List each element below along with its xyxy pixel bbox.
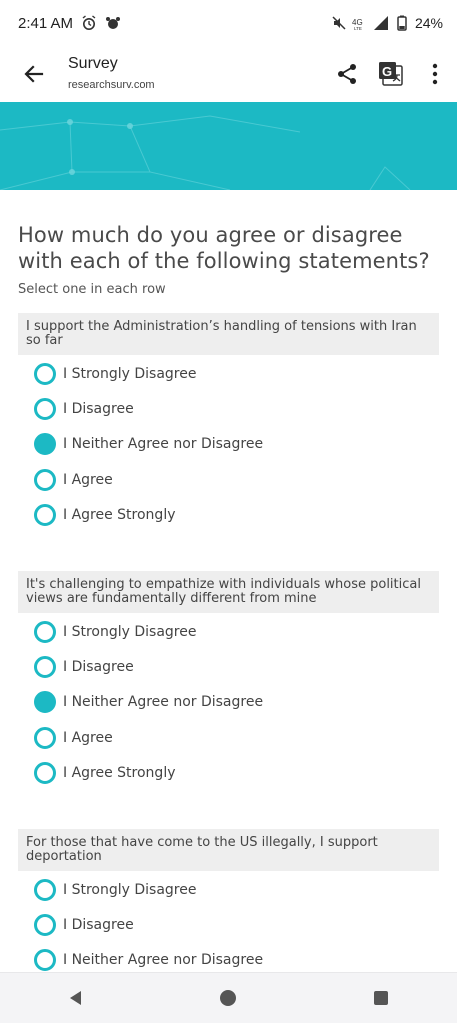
radio-option[interactable] — [18, 391, 439, 426]
statement-text: For those that have come to the US illegally, I support deportation — [18, 829, 439, 871]
radio-option-label: I Neither Agree nor Disagree — [63, 694, 264, 711]
radio-option-label: I Disagree — [63, 659, 134, 676]
status-bar — [0, 0, 457, 46]
question-title: How much do you agree or disagree with each of the following statements? — [18, 223, 430, 273]
radio-button[interactable] — [34, 469, 56, 491]
nav-recents-button[interactable] — [351, 978, 411, 1018]
radio-option[interactable] — [18, 498, 439, 533]
radio-button-checked[interactable] — [34, 433, 56, 455]
radio-button-checked[interactable] — [34, 691, 56, 713]
instructions: Select one in each row — [18, 282, 166, 297]
radio-button[interactable] — [34, 656, 56, 678]
radio-button[interactable] — [34, 727, 56, 749]
recents-square-icon — [372, 989, 390, 1007]
radio-option-label: I Strongly Disagree — [63, 881, 197, 898]
mute-icon — [331, 15, 347, 31]
hero-banner — [0, 102, 457, 190]
statement-block — [18, 313, 439, 533]
radio-option-label: I Agree Strongly — [63, 765, 176, 782]
status-time: 2:41 AM — [18, 14, 74, 32]
battery-icon — [394, 15, 410, 31]
title-block — [68, 54, 155, 94]
statements-list — [18, 313, 439, 978]
translate-button[interactable] — [369, 52, 413, 96]
statement-text: It's challenging to empathize with individuals whose political views are fundamentally different from mine — [18, 571, 439, 613]
back-arrow-icon — [23, 63, 45, 85]
status-left — [18, 15, 121, 32]
radio-option[interactable] — [18, 756, 439, 791]
back-triangle-icon — [67, 989, 85, 1007]
page-title: Survey — [68, 55, 118, 72]
radio-option-label: I Neither Agree nor Disagree — [63, 952, 264, 969]
svg-text:LTE: LTE — [353, 26, 362, 31]
signal-icon — [373, 15, 389, 31]
radio-option[interactable] — [18, 649, 439, 684]
svg-text:4G: 4G — [351, 18, 363, 27]
radio-option[interactable] — [18, 720, 439, 755]
radio-option[interactable] — [18, 685, 439, 720]
statement-block — [18, 829, 439, 978]
radio-button[interactable] — [34, 914, 56, 936]
translate-icon — [378, 61, 404, 87]
nav-home-button[interactable] — [198, 978, 258, 1018]
radio-option-label: I Agree Strongly — [63, 507, 176, 524]
radio-option-label: I Neither Agree nor Disagree — [63, 436, 264, 453]
radio-option[interactable] — [18, 614, 439, 649]
notification-icon — [105, 15, 121, 31]
network-pattern-graphic — [0, 102, 457, 190]
radio-button[interactable] — [34, 762, 56, 784]
radio-option[interactable] — [18, 427, 439, 462]
survey-content — [18, 222, 439, 978]
page-url: researchsurv.com — [68, 79, 155, 91]
back-button[interactable] — [14, 54, 54, 94]
radio-option-label: I Agree — [63, 729, 113, 746]
radio-group — [18, 356, 439, 533]
share-icon — [336, 63, 358, 85]
radio-option-label: I Agree — [63, 471, 113, 488]
more-vert-icon — [432, 63, 438, 85]
radio-button[interactable] — [34, 621, 56, 643]
radio-group — [18, 614, 439, 791]
svg-text:G: G — [382, 64, 393, 79]
radio-option-label: I Disagree — [63, 916, 134, 933]
radio-button[interactable] — [34, 363, 56, 385]
radio-option[interactable] — [18, 356, 439, 391]
radio-option[interactable] — [18, 462, 439, 497]
status-right — [331, 15, 443, 31]
statement-block — [18, 571, 439, 791]
radio-option-label: I Disagree — [63, 401, 134, 418]
radio-option[interactable] — [18, 907, 439, 942]
radio-option-label: I Strongly Disagree — [63, 365, 197, 382]
radio-button[interactable] — [34, 879, 56, 901]
navigation-bar — [0, 972, 457, 1023]
battery-percent: 24% — [414, 15, 443, 31]
nav-back-button[interactable] — [46, 978, 106, 1018]
alarm-icon — [81, 15, 97, 31]
radio-option-label: I Strongly Disagree — [63, 623, 197, 640]
radio-button[interactable] — [34, 398, 56, 420]
more-options-button[interactable] — [413, 52, 457, 96]
statement-text: I support the Administration’s handling of tensions with Iran so far — [18, 313, 439, 355]
network-4g-icon — [352, 15, 368, 31]
app-actions — [325, 52, 457, 96]
radio-button[interactable] — [34, 504, 56, 526]
app-bar — [0, 46, 457, 102]
radio-option[interactable] — [18, 872, 439, 907]
radio-group — [18, 872, 439, 978]
radio-button[interactable] — [34, 949, 56, 971]
home-circle-icon — [219, 989, 237, 1007]
share-button[interactable] — [325, 52, 369, 96]
